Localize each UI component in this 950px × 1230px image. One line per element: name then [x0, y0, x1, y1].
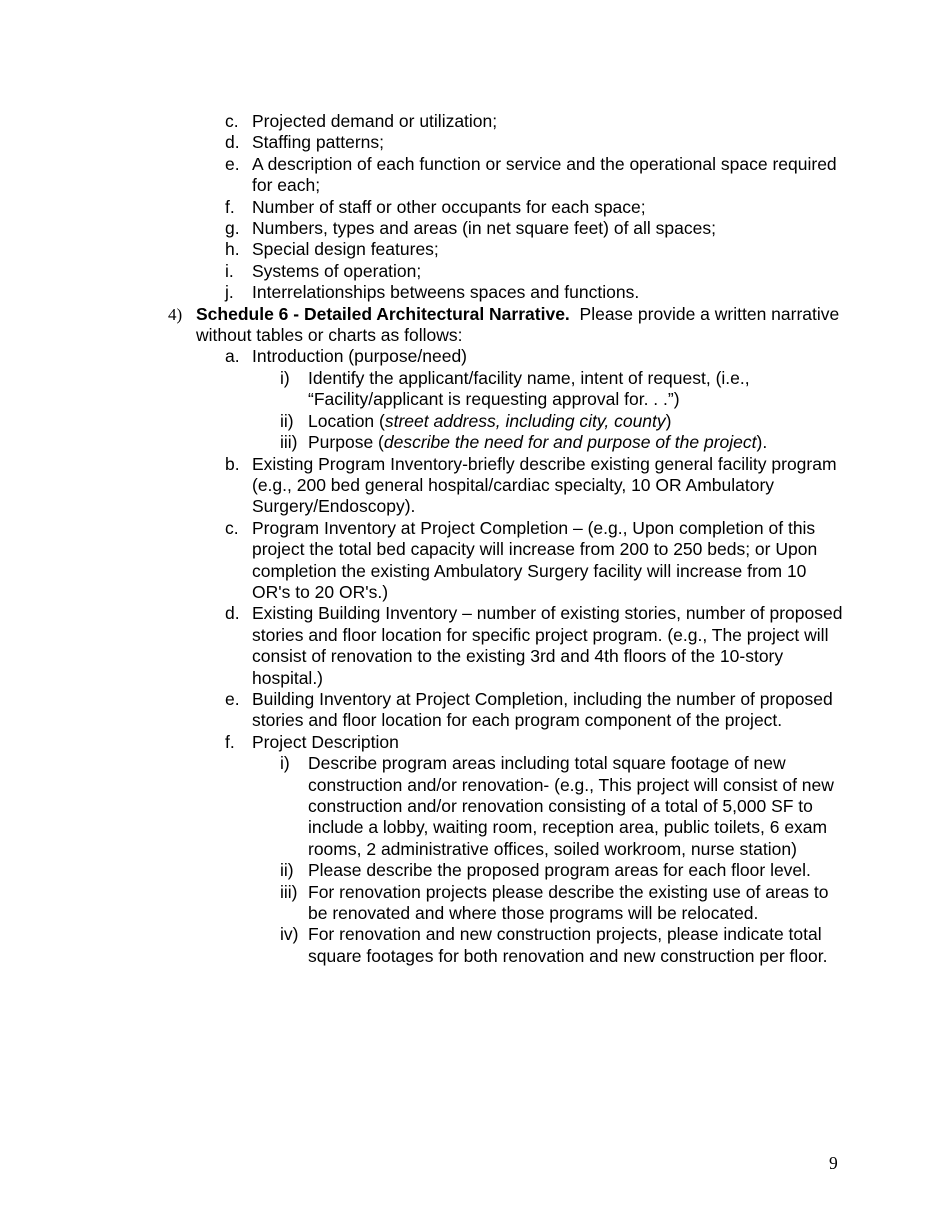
list-item-text: Systems of operation;	[252, 260, 422, 281]
list-item-text: Projected demand or utilization;	[252, 111, 498, 131]
sub-list-item	[0, 432, 950, 453]
list-item-text: Existing Program Inventory-briefly describe existing general facility program (e.g., 200 bed general hospital/cardiac specialty, 10 OR Ambulatory Surgery/Endoscopy).	[252, 453, 837, 517]
list-item	[0, 239, 950, 260]
section-intro: Please provide a written narrative without tables or charts as follows:	[196, 303, 840, 346]
list-item	[0, 261, 950, 282]
list-item	[0, 154, 950, 197]
section-heading: Schedule 6 - Detailed Architectural Narrative.	[196, 303, 570, 324]
list-item-text: Program Inventory at Project Completion – (e.g., Upon completion of this project the total bed capacity will increase from 200 to 250 beds; or Upon completion the existing Ambulatory Surgery facility will increase from 10 OR's to 20 OR's.)	[252, 517, 818, 602]
sub-list-marker: iii)	[280, 881, 298, 902]
list-item-text: Numbers, types and areas (in net square feet) of all spaces;	[252, 218, 716, 239]
list-marker: a.	[225, 346, 240, 367]
sub-list-item-text: Describe program areas including total square footage of new construction and/or renovation- (e.g., This project will consist of new construction and/or renovation consisting of a total of 5,000 SF to include a lobby, waiting room, reception area, public toilets, 6 exam rooms, 2 administrative offices, soiled workroom, nurse station)	[308, 753, 834, 859]
sub-list-item	[0, 882, 950, 925]
list-marker: h.	[225, 239, 240, 260]
schedule-6-section	[0, 304, 950, 347]
list-item	[0, 132, 950, 153]
sub-list-marker: ii)	[280, 860, 294, 881]
sub-list-item-text: For renovation and new construction projects, please indicate total square footages for both renovation and new construction per floor.	[308, 924, 828, 966]
section-text	[196, 304, 846, 347]
list-item-text: A description of each function or service and the operational space required for each;	[252, 153, 837, 196]
sub-list-marker: iii)	[280, 432, 298, 453]
sub-list-item	[0, 411, 950, 432]
list-marker: g.	[225, 218, 240, 239]
list-item-text: Existing Building Inventory – number of existing stories, number of proposed stories and floor location for specific project program. (e.g., The project will consist of renovation to the existing 3rd and 4th floors of the 10-story hospital.)	[252, 603, 843, 688]
sub-list-marker: i)	[280, 753, 290, 774]
document-page	[0, 111, 950, 967]
list-item-text: Staffing patterns;	[252, 132, 384, 153]
sub-list-item-text: For renovation projects please describe the existing use of areas to be renovated and where those programs will be relocated.	[308, 881, 829, 924]
text-run: Purpose (	[308, 432, 384, 453]
sub-list-item	[0, 924, 950, 967]
list-marker: f.	[225, 196, 235, 217]
list-item	[0, 218, 950, 239]
list-marker: b.	[225, 453, 240, 474]
text-run: )	[665, 410, 672, 431]
list-marker: c.	[225, 517, 239, 538]
sub-list-item-text: Please describe the proposed program areas for each floor level.	[308, 860, 811, 881]
list-marker: i.	[225, 260, 234, 281]
list-marker: e.	[225, 688, 240, 709]
sub-list-marker: ii)	[280, 410, 294, 431]
list-item-text: Number of staff or other occupants for each space;	[252, 196, 646, 217]
list-marker: d.	[225, 603, 240, 624]
list-item-text: Special design features;	[252, 239, 439, 260]
sub-list-item	[0, 860, 950, 881]
section-number: 4)	[168, 304, 183, 324]
sub-list-item-text	[308, 411, 848, 432]
list-item	[0, 282, 950, 303]
list-item-text: Building Inventory at Project Completion, including the number of proposed stories and floor location for each program component of the project.	[252, 688, 833, 731]
list-item	[0, 518, 950, 604]
list-item-text: Introduction (purpose/need)	[252, 346, 467, 367]
sub-list-item	[0, 368, 950, 411]
sub-list-marker: iv)	[280, 924, 299, 945]
list-marker: j.	[225, 282, 234, 303]
list-item-text: Interrelationships betweens spaces and functions.	[252, 282, 640, 303]
list-item	[0, 603, 950, 689]
list-item	[0, 732, 950, 753]
list-item	[0, 111, 950, 132]
list-marker: d.	[225, 132, 240, 153]
list-marker: e.	[225, 153, 240, 174]
sub-list-item-text: Identify the applicant/facility name, intent of request, (i.e., “Facility/applicant is requesting approval for. . .”)	[308, 367, 750, 410]
sub-list-item-text	[308, 432, 848, 453]
list-item	[0, 689, 950, 732]
italic-run: describe the need for and purpose of the project	[383, 432, 757, 453]
text-run: ).	[756, 432, 768, 453]
list-item	[0, 197, 950, 218]
list-marker: c.	[225, 111, 239, 131]
list-item	[0, 454, 950, 518]
list-marker: f.	[225, 731, 235, 752]
italic-run: street address, including city, county	[384, 410, 666, 431]
sub-list-marker: i)	[280, 367, 290, 388]
list-item-text: Project Description	[252, 731, 399, 752]
page-number: 9	[829, 1153, 838, 1173]
sub-list-item	[0, 753, 950, 860]
list-item	[0, 346, 950, 367]
text-run: Location (	[308, 410, 385, 431]
